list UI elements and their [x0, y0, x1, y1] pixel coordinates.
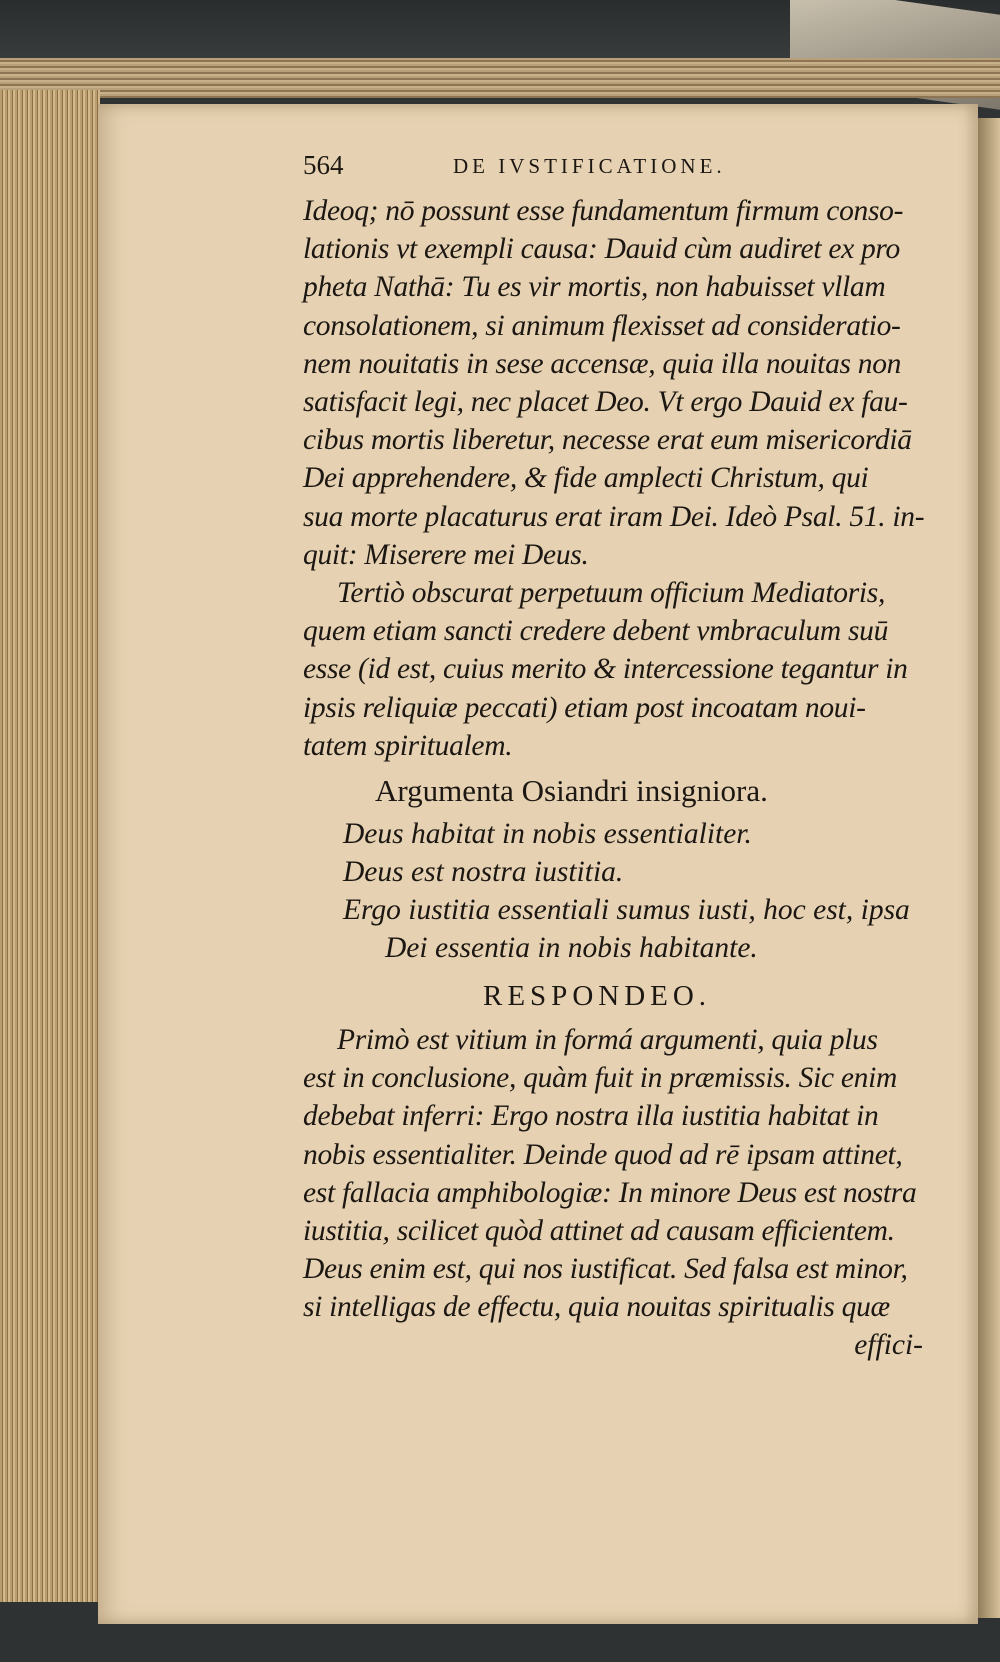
text-line: nobis essentialiter. Deinde quod ad rē ipsam attinet,: [303, 1138, 903, 1171]
text-line: est in conclusione, quàm fuit in præmissis. Sic enim: [303, 1062, 898, 1095]
text-line: est fallacia amphibologiæ: In minore Deus est nostra: [303, 1176, 917, 1209]
text-line: quit: Miserere mei Deus.: [303, 538, 589, 571]
respondeo-heading: RESPONDEO.: [483, 980, 712, 1013]
page-number: 564: [303, 150, 344, 180]
syllogism: [303, 815, 923, 967]
book-page: [98, 104, 978, 1624]
page-header: [303, 144, 923, 192]
text-line: Deus enim est, qui nos iustificat. Sed falsa est minor,: [303, 1253, 908, 1286]
text-line: Ideoq; nō possunt esse fundamentum firmum conso-: [303, 195, 904, 227]
text-line: esse (id est, cuius merito & intercessione tegantur in: [303, 653, 908, 686]
text-line: consolationem, si animum flexisset ad consideratio-: [303, 309, 901, 342]
section-heading: Argumenta Osiandri insigniora.: [375, 773, 768, 809]
syllogism-minor: Deus est nostra iustitia.: [343, 856, 624, 889]
text-line: debebat inferri: Ergo nostra illa iustitia habitat in: [303, 1100, 879, 1133]
text-line: ipsis reliquiæ peccati) etiam post incoatam noui-: [303, 691, 866, 724]
text-line: Tertiò obscurat perpetuum officium Mediatoris,: [337, 577, 886, 610]
text-line: iustitia, scilicet quòd attinet ad causam efficientem.: [303, 1215, 895, 1248]
catchword: effici-: [854, 1328, 923, 1361]
paragraph-1: [303, 192, 923, 574]
text-line: Primò est vitium in formá argumenti, quia plus: [337, 1024, 878, 1057]
syllogism-major: Deus habitat in nobis essentialiter.: [343, 818, 752, 851]
text-block: [303, 144, 923, 1363]
text-line: tatem spiritualem.: [303, 729, 513, 762]
text-line: lationis vt exempli causa: Dauid cùm audiret ex pro: [303, 233, 900, 266]
text-line: sua morte placaturus erat iram Dei. Ideò Psal. 51. in-: [303, 500, 925, 533]
paragraph-2: [303, 574, 923, 765]
text-line: si intelligas de effectu, quia nouitas spiritualis quæ: [303, 1291, 890, 1324]
text-line: cibus mortis liberetur, necesse erat eum misericordiā: [303, 424, 912, 457]
page-edges-top: [0, 58, 1000, 98]
text-line: Dei apprehendere, & fide amplecti Christum, qui: [303, 462, 869, 495]
facing-page-edge: [975, 118, 1000, 1618]
page-edges-left: [0, 90, 100, 1620]
text-line: pheta Nathā: Tu es vir mortis, non habuisset vllam: [303, 271, 886, 304]
running-head: DE IVSTIFICATIONE.: [453, 154, 726, 178]
text-line: satisfacit legi, nec placet Deo. Vt ergo Dauid ex fau-: [303, 386, 908, 419]
syllogism-conclusion-continued: Dei essentia in nobis habitante.: [385, 932, 758, 965]
syllogism-conclusion: Ergo iustitia essentiali sumus iusti, hoc est, ipsa: [343, 894, 910, 927]
text-line: nem nouitatis in sese accensæ, quia illa nouitas non: [303, 347, 902, 380]
text-line: quem etiam sancti credere debent vmbraculum suū: [303, 615, 889, 648]
paragraph-3: [303, 1021, 923, 1327]
